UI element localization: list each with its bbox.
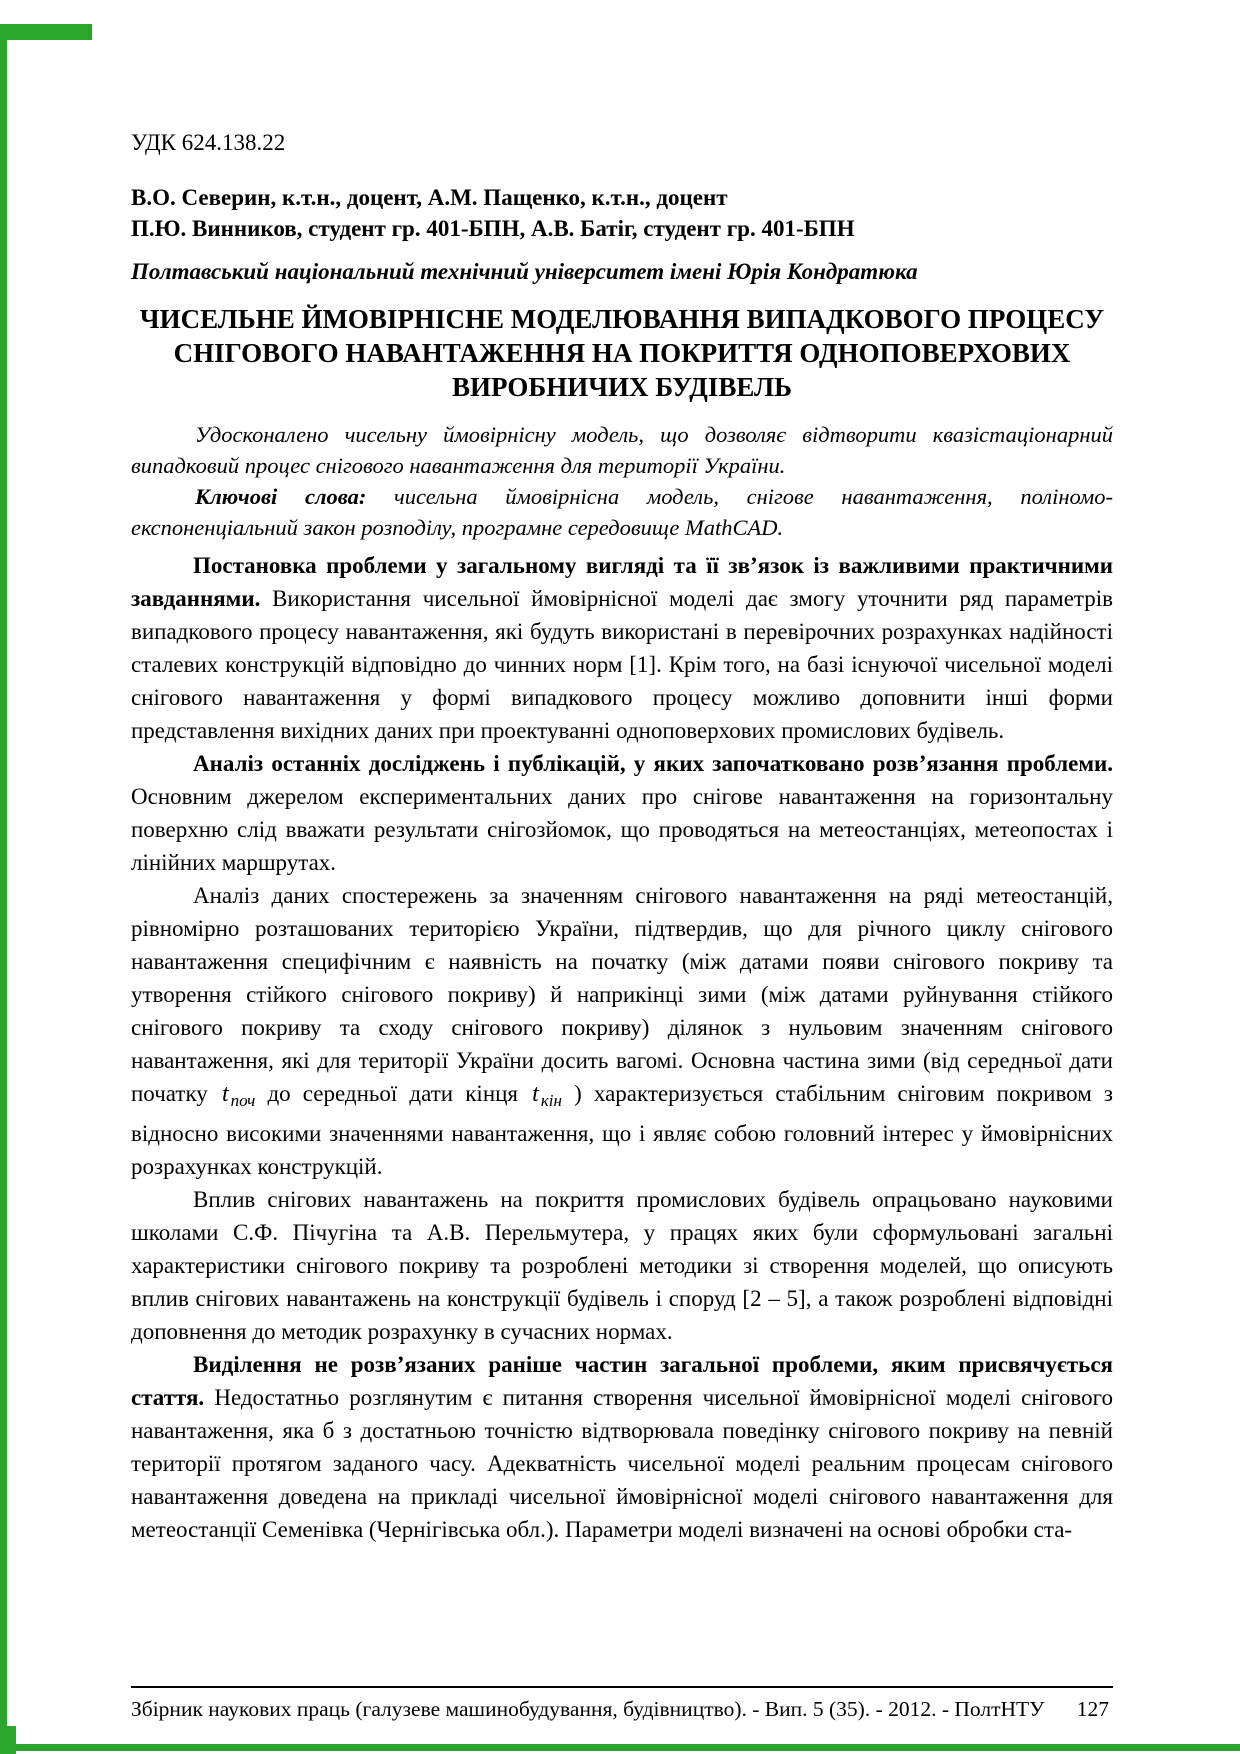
article-title: ЧИСЕЛЬНЕ ЙМОВІРНІСНЕ МОДЕЛЮВАННЯ ВИПАДКОВОГО ПРОЦЕСУ СНІГОВОГО НАВАНТАЖЕННЯ НА ПОКРИТТЯ ОДНОПОВЕРХОВИХ ВИРОБНИЧИХ БУДІВЕЛЬ [139, 304, 1105, 402]
paragraph-text: Аналіз даних спостережень за значенням снігового навантаження на ряді метеостанцій, рівномірно розташованих територією України, підтвердив, що для річного циклу снігового навантаження специфічним є наявність на початку (між датами появи снігового покриву та утворення стійкого снігового покриву) й наприкінці зими (між датами руйнування стійкого снігового покриву та сходу снігового покриву) ділянок з нульовим значенням снігового навантаження, які для території України досить вагомі. Основна частина зими (від середньої дати початку [131, 883, 1113, 1106]
paragraph-text: Основним джерелом експериментальних даних про снігове навантаження на горизонтальну поверхню слід вважати результати снігозйомок, що проводяться на метеостанціях, метеопостах і лінійних маршрутах. [131, 784, 1113, 875]
paragraph-text: ) характеризується стабільним сніговим покривом з відносно високими значеннями навантаження, що і являє собою головний інтерес у ймовірнісних розрахунках конструкцій. [131, 1081, 1114, 1179]
math-subscript-start: поч [230, 1091, 256, 1110]
authors-line-1: В.О. Северин, к.т.н., доцент, А.М. Пащенко, к.т.н., доцент [131, 185, 728, 210]
udc-code: УДК 624.138.22 [131, 130, 286, 155]
paragraph-snow-load-schools [131, 1183, 1113, 1348]
math-variable-t-start: t [221, 1081, 229, 1107]
math-variable-t-end: t [532, 1081, 539, 1107]
green-frame-bottom-bar [0, 1744, 1240, 1751]
authors-line-2: П.Ю. Винников, студент гр. 401-БПН, А.В. Батіг, студент гр. 401-БПН [131, 216, 855, 241]
paragraph-analysis-publications [131, 747, 1113, 879]
paragraph-lead: Аналіз останніх досліджень і публікацій, у яких започатковано розв’язання проблеми. [193, 751, 1113, 776]
math-subscript-end: кін [540, 1091, 562, 1110]
keywords-text: чисельна ймовірнісна модель, снігове навантаження, поліномо-експоненціальний закон розподілу, програмне середовище MathCAD. [131, 484, 1113, 540]
paragraph-text: до середньої дати кінця [255, 1081, 531, 1106]
green-frame-left-bar [0, 24, 7, 1754]
page-content [131, 128, 1113, 1546]
abstract-text: Удосконалено чисельну ймовірнісну модель, що дозволяє відтворити квазістаціонарний випадковий процес снігового навантаження для території України. [131, 422, 1113, 478]
paragraph-observation-analysis [131, 879, 1113, 1183]
green-frame-corner-top-left [0, 24, 92, 40]
keywords-label: Ключові слова: [195, 484, 367, 509]
page-number: 127 [1076, 1697, 1109, 1721]
paragraph-lead: Постановка проблеми у загальному вигляді та її зв’язок із важливими практичними завданнями. [131, 553, 1113, 611]
paragraph-lead: Виділення не розв’язаних раніше частин загальної проблеми, яким присвячується стаття. [131, 1352, 1113, 1410]
paragraph-text: Недостатньо розглянутим є питання створення чисельної ймовірнісної моделі снігового навантаження, яка б з достатньою точністю відтворювала поведінку снігового покриву на певній території протягом заданого часу. Адекватність чисельної моделі реальним процесам снігового навантаження доведена на прикладі чисельної ймовірнісної моделі снігового навантаження для метеостанції Семенівка (Чернігівська обл.). Параметри моделі визначені на основі обробки ста- [131, 1385, 1113, 1542]
affiliation: Полтавський національний технічний університет імені Юрія Кондратюка [131, 259, 918, 284]
paragraph-text: Використання чисельної ймовірнісної моделі дає змогу уточнити ряд параметрів випадкового процесу навантаження, які будуть використані в перевірочних розрахунках надійності сталевих конструкцій відповідно до чинних норм [1]. Крім того, на базі існуючої чисельної моделі снігового навантаження у формі випадкового процесу можливо доповнити інші форми представлення вихідних даних при проектуванні одноповерхових промислових будівель. [131, 586, 1113, 743]
green-frame-corner-bottom-left [0, 1726, 16, 1754]
page-footer [131, 1686, 1113, 1723]
paragraph-unsolved-parts [131, 1348, 1113, 1546]
paragraph-text: Вплив снігових навантажень на покриття промислових будівель опрацьовано науковими школами С.Ф. Пічугіна та А.В. Перельмутера, у працях яких були сформульовані загальні характеристики снігового покриву та розроблені методики зі створення моделей, що описують вплив снігових навантажень на конструкції будівель і споруд [2 – 5], а також розроблені відповідні доповнення до методик розрахунку в сучасних нормах. [131, 1187, 1113, 1344]
footer-journal-info: Збірник наукових праць (галузеве машинобудування, будівництво). - Вип. 5 (35). - 2012. - ПолтНТУ [131, 1697, 1045, 1721]
keywords-line [131, 481, 1113, 543]
paragraph-problem-statement [131, 549, 1113, 747]
